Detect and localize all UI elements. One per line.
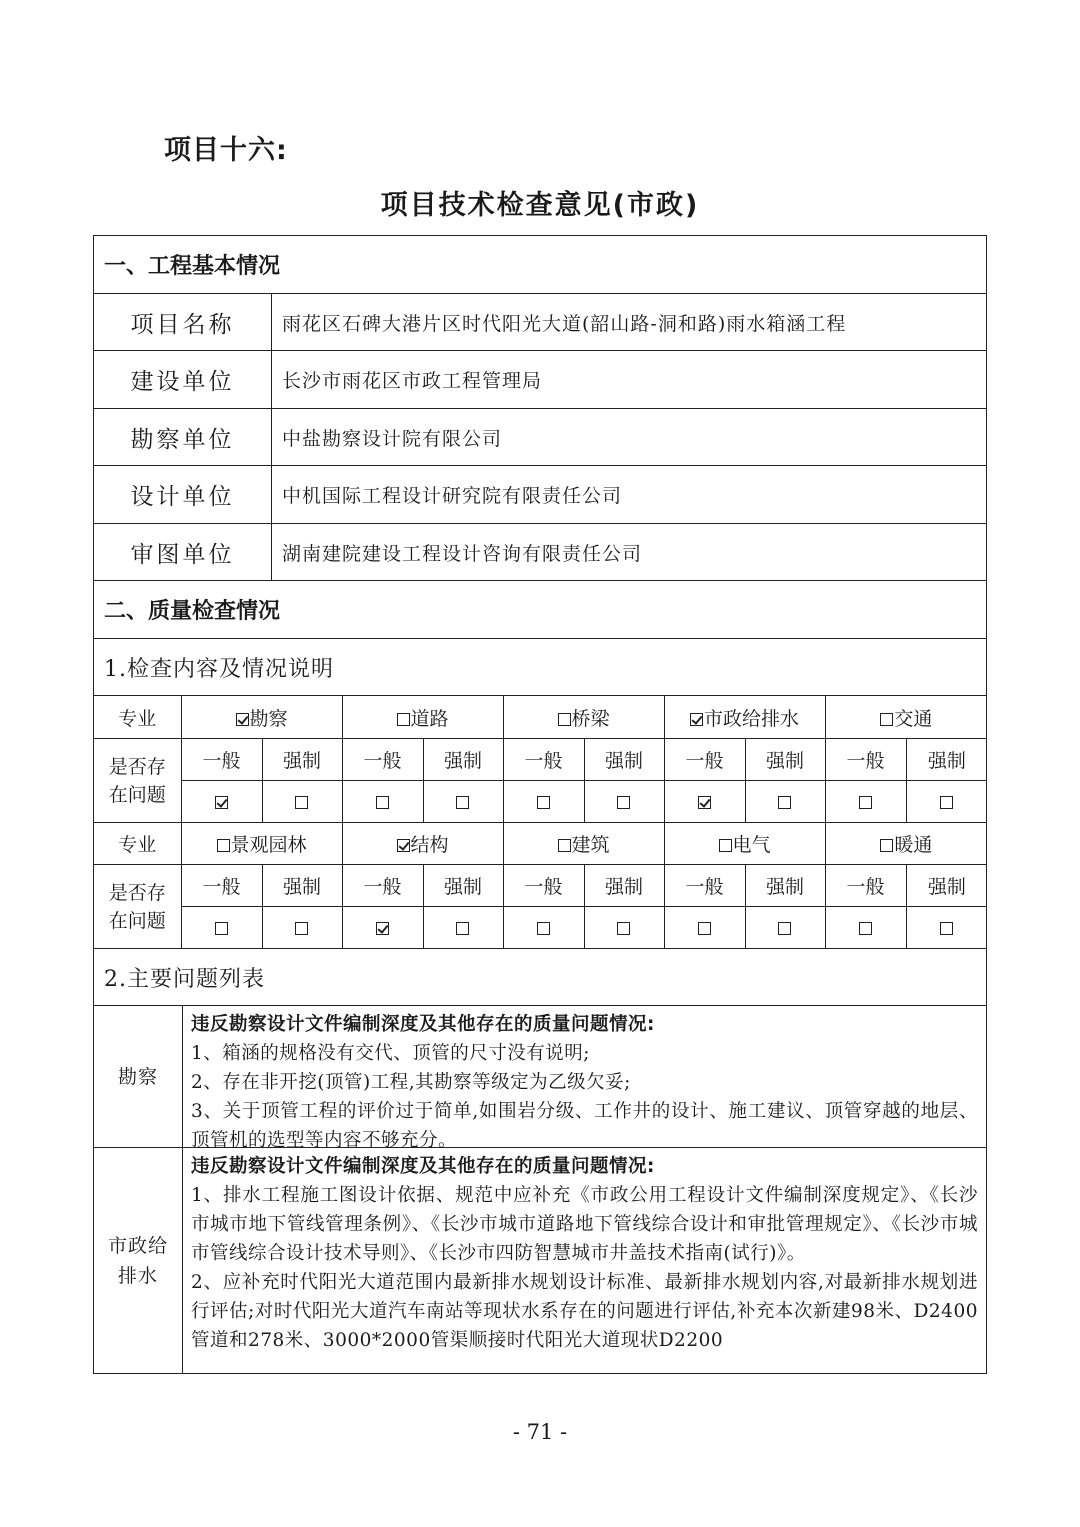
level-general: 一般 <box>825 865 906 907</box>
issue-row-survey <box>94 1006 986 1151</box>
checkbox-icon[interactable] <box>456 796 469 809</box>
level-mandatory: 强制 <box>423 865 503 907</box>
specialty-name: 交通 <box>894 707 933 730</box>
section-basic-info <box>94 236 986 294</box>
info-row-builder <box>94 351 986 409</box>
specialty-name: 桥梁 <box>571 707 610 730</box>
level-mandatory: 强制 <box>906 865 987 907</box>
level-mandatory: 强制 <box>906 739 987 781</box>
checkbox-icon[interactable] <box>698 922 711 935</box>
checkbox-cell <box>423 781 503 823</box>
heading: 项目十六: <box>164 135 288 166</box>
checkbox-icon[interactable] <box>880 839 893 852</box>
issue-row-drainage <box>94 1148 986 1374</box>
checkbox-icon[interactable] <box>698 796 711 809</box>
issue-exists-label <box>94 739 181 823</box>
level-mandatory: 强制 <box>745 865 825 907</box>
check-grid <box>94 695 987 949</box>
checkbox-row <box>94 907 987 949</box>
specialty-cell <box>181 823 342 865</box>
page-title: 项目技术检查意见(市政) <box>380 190 700 221</box>
checkbox-cell <box>906 781 987 823</box>
checkbox-cell <box>503 781 584 823</box>
checkbox-icon[interactable] <box>719 839 732 852</box>
checkbox-cell <box>342 907 423 949</box>
checkbox-icon[interactable] <box>880 713 893 726</box>
issue-item: 1、箱涵的规格没有交代、顶管的尺寸没有说明; <box>191 1043 591 1064</box>
specialty-name: 建筑 <box>571 834 610 856</box>
specialty-cell <box>825 696 987 739</box>
specialty-label: 专业 <box>94 696 181 739</box>
checkbox-icon[interactable] <box>537 796 550 809</box>
info-label: 审图单位 <box>94 524 272 580</box>
issue-exists-text: 是否存在问题 <box>108 881 166 932</box>
section-title: 一、工程基本情况 <box>104 254 281 279</box>
checkbox-icon[interactable] <box>558 713 571 726</box>
checkbox-icon[interactable] <box>859 796 872 809</box>
checkbox-cell <box>262 907 342 949</box>
info-value: 雨花区石碑大港片区时代阳光大道(韶山路-洞和路)雨水箱涵工程 <box>282 312 847 335</box>
checkbox-cell <box>664 781 745 823</box>
specialty-cell <box>503 696 664 739</box>
specialty-name: 道路 <box>410 707 449 730</box>
level-general: 一般 <box>342 739 423 781</box>
subsection-title: 2.主要问题列表 <box>104 966 265 992</box>
checkbox-icon[interactable] <box>236 713 249 726</box>
level-general: 一般 <box>503 739 584 781</box>
section-quality-check <box>94 581 986 639</box>
level-mandatory: 强制 <box>262 865 342 907</box>
checkbox-icon[interactable] <box>690 713 703 726</box>
checkbox-cell <box>503 907 584 949</box>
specialty-cell <box>825 823 987 865</box>
specialty-name: 市政给排水 <box>704 707 800 730</box>
level-row <box>94 739 987 781</box>
issue-item: 3、关于顶管工程的评价过于简单,如围岩分级、工作井的设计、施工建议、顶管穿越的地层、顶管机的选型等内容不够充分。 <box>191 1101 978 1151</box>
checkbox-cell <box>262 781 342 823</box>
info-value: 长沙市雨花区市政工程管理局 <box>282 370 543 392</box>
specialty-name: 景观园林 <box>230 834 307 856</box>
specialty-cell <box>664 823 825 865</box>
section-title: 二、质量检查情况 <box>104 599 281 624</box>
checkbox-icon[interactable] <box>295 796 308 809</box>
info-label: 建设单位 <box>94 351 272 408</box>
checkbox-icon[interactable] <box>456 922 469 935</box>
checkbox-cell <box>423 907 503 949</box>
subsection-issue-list <box>94 948 986 1006</box>
specialty-row <box>94 823 987 865</box>
checkbox-icon[interactable] <box>617 796 630 809</box>
info-label: 勘察单位 <box>94 409 272 465</box>
info-row-design-unit <box>94 466 986 524</box>
info-row-survey-unit <box>94 409 986 466</box>
level-general: 一般 <box>181 739 262 781</box>
issue-item: 2、存在非开挖(顶管)工程,其勘察等级定为乙级欠妥; <box>191 1072 631 1093</box>
level-mandatory: 强制 <box>745 739 825 781</box>
info-row-project-name <box>94 294 986 351</box>
checkbox-icon[interactable] <box>537 922 550 935</box>
info-row-review-unit <box>94 524 986 581</box>
issue-body <box>191 1152 978 1355</box>
checkbox-row <box>94 781 987 823</box>
specialty-name: 电气 <box>732 834 771 856</box>
issue-exists-text: 是否存在问题 <box>108 755 166 806</box>
level-mandatory: 强制 <box>584 739 664 781</box>
specialty-cell <box>664 696 825 739</box>
checkbox-icon[interactable] <box>940 796 953 809</box>
specialty-name: 结构 <box>410 834 449 856</box>
checkbox-icon[interactable] <box>215 796 228 809</box>
specialty-cell <box>503 823 664 865</box>
issue-item: 2、应补充时代阳光大道范围内最新排水规划设计标准、最新排水规划内容,对最新排水规划进行评估;对时代阳光大道汽车南站等现状水系存在的问题进行评估,补充本次新建98米、D2400管道和278米、3000*2000管渠顺接时代阳光大道现状D2200 <box>191 1272 978 1351</box>
issue-specialty-label <box>94 1148 183 1374</box>
checkbox-icon[interactable] <box>215 922 228 935</box>
level-general: 一般 <box>825 739 906 781</box>
level-row <box>94 865 987 907</box>
inspection-form <box>93 235 987 1374</box>
info-label: 设计单位 <box>94 466 272 523</box>
issue-specialty-label <box>94 1006 183 1147</box>
checkbox-icon[interactable] <box>558 839 571 852</box>
issue-body <box>191 1010 978 1155</box>
info-value: 中盐勘察设计院有限公司 <box>282 427 503 450</box>
page-number: - 71 - <box>512 1420 568 1444</box>
checkbox-cell <box>745 781 825 823</box>
checkbox-icon[interactable] <box>859 922 872 935</box>
specialty-row <box>94 696 987 739</box>
specialty-label: 专业 <box>94 823 181 865</box>
checkbox-cell <box>664 907 745 949</box>
checkbox-icon[interactable] <box>397 839 410 852</box>
checkbox-cell <box>745 907 825 949</box>
issue-heading: 违反勘察设计文件编制深度及其他存在的质量问题情况: <box>191 1156 655 1177</box>
checkbox-cell <box>181 907 262 949</box>
checkbox-cell <box>825 907 906 949</box>
level-general: 一般 <box>181 865 262 907</box>
issue-heading: 违反勘察设计文件编制深度及其他存在的质量问题情况: <box>191 1014 655 1035</box>
info-value: 中机国际工程设计研究院有限责任公司 <box>282 485 623 507</box>
issue-exists-label <box>94 865 181 949</box>
checkbox-cell <box>181 781 262 823</box>
checkbox-cell <box>342 781 423 823</box>
checkbox-icon[interactable] <box>376 922 389 935</box>
level-mandatory: 强制 <box>584 865 664 907</box>
level-general: 一般 <box>342 865 423 907</box>
specialty-cell <box>181 696 342 739</box>
level-mandatory: 强制 <box>423 739 503 781</box>
info-label: 项目名称 <box>94 294 272 350</box>
level-general: 一般 <box>664 865 745 907</box>
issue-specialty-text: 市政给排水 <box>107 1235 168 1287</box>
level-general: 一般 <box>503 865 584 907</box>
specialty-name: 勘察 <box>249 707 288 730</box>
info-value: 湖南建院建设工程设计咨询有限责任公司 <box>282 542 643 565</box>
checkbox-icon[interactable] <box>778 796 791 809</box>
specialty-cell <box>342 696 503 739</box>
checkbox-icon[interactable] <box>397 713 410 726</box>
checkbox-cell <box>825 781 906 823</box>
checkbox-icon[interactable] <box>295 922 308 935</box>
checkbox-icon[interactable] <box>376 796 389 809</box>
checkbox-icon[interactable] <box>940 922 953 935</box>
subsection-title: 1.检查内容及情况说明 <box>104 656 334 682</box>
checkbox-icon[interactable] <box>617 922 630 935</box>
checkbox-cell <box>584 781 664 823</box>
issue-item: 1、排水工程施工图设计依据、规范中应补充《市政公用工程设计文件编制深度规定》、《长沙市城市地下管线管理条例》、《长沙市城市道路地下管线综合设计和审批管理规定》、《长沙市城市管线综合设计技术导则》、《长沙市四防智慧城市井盖技术指南(试行)》。 <box>191 1185 978 1264</box>
checkbox-cell <box>906 907 987 949</box>
specialty-name: 暖通 <box>894 834 933 856</box>
specialty-cell <box>342 823 503 865</box>
level-general: 一般 <box>664 739 745 781</box>
level-mandatory: 强制 <box>262 739 342 781</box>
checkbox-cell <box>584 907 664 949</box>
subsection-check-content <box>94 639 986 696</box>
issue-specialty-text: 勘察 <box>117 1065 158 1088</box>
checkbox-icon[interactable] <box>217 839 230 852</box>
checkbox-icon[interactable] <box>778 922 791 935</box>
